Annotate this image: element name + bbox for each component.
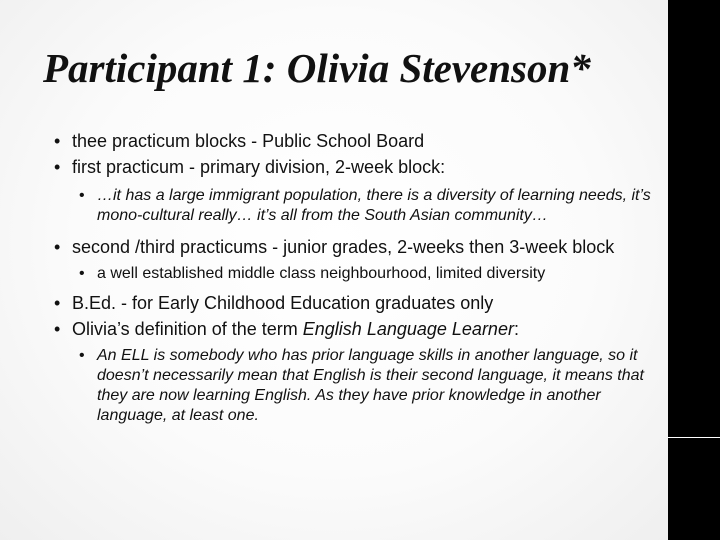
sub-bullet-item-quote-1 bbox=[45, 186, 655, 226]
bullet-text: second /third practicums - junior grades, 2-weeks then 3-week block bbox=[72, 237, 615, 257]
bullet-item-bed bbox=[45, 292, 655, 314]
bullet-text: thee practicum blocks - Public School Board bbox=[72, 131, 425, 151]
sub-bullet-item-quote-2 bbox=[45, 346, 655, 426]
bullet-icon: • bbox=[54, 131, 61, 151]
bullet-text: …it has a large immigrant population, there is a diversity of learning needs, it’s mono-cultural really… it’s all from the South Asian community… bbox=[97, 187, 651, 224]
bullet-icon: • bbox=[79, 347, 85, 364]
slide-title: Participant 1: Olivia Stevenson* bbox=[43, 45, 591, 91]
sidebar-decoration bbox=[668, 0, 720, 540]
bullet-item-second-third-practicums bbox=[45, 236, 655, 258]
bullet-text-after: : bbox=[513, 319, 519, 339]
bullet-text-term: English Language Learner bbox=[302, 319, 514, 339]
sub-bullet-item-neighbourhood bbox=[45, 264, 655, 284]
bullet-icon: • bbox=[79, 265, 85, 282]
sidebar-divider bbox=[668, 437, 720, 438]
bullet-item-ell-definition bbox=[45, 318, 655, 340]
bullet-item-first-practicum bbox=[45, 156, 655, 178]
bullet-list bbox=[45, 130, 655, 426]
bullet-text-before: Olivia’s definition of the term bbox=[72, 319, 303, 339]
bullet-icon: • bbox=[79, 187, 85, 204]
bullet-icon: • bbox=[54, 157, 61, 177]
bullet-icon: • bbox=[54, 293, 61, 313]
bullet-icon: • bbox=[54, 319, 61, 339]
bullet-text: a well established middle class neighbourhood, limited diversity bbox=[97, 265, 546, 282]
bullet-text: An ELL is somebody who has prior language skills in another language, so it doesn’t necessarily mean that English is their second language, it means that they are now learning English. As they have prior knowledge in another language, at least one. bbox=[97, 347, 644, 424]
bullet-text: first practicum - primary division, 2-week block: bbox=[72, 157, 446, 177]
bullet-text: B.Ed. - for Early Childhood Education graduates only bbox=[72, 293, 494, 313]
bullet-item-practicum-blocks bbox=[45, 130, 655, 152]
bullet-icon: • bbox=[54, 237, 61, 257]
